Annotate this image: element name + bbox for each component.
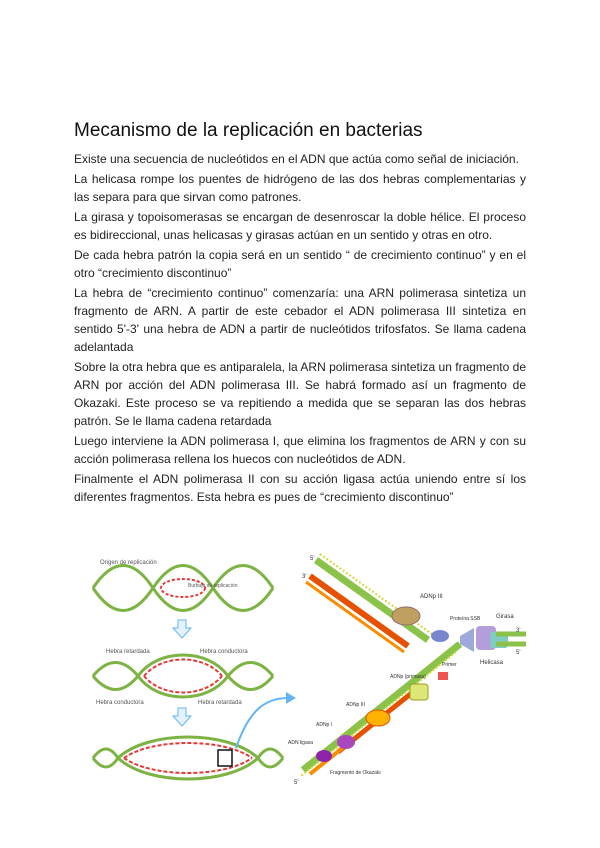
- paragraph: Luego interviene la ADN polimerasa I, que elimina los fragmentos de ARN y con su acción polimerasa rellena los huecos con nucleótidos de ADN.: [74, 434, 526, 466]
- label-adn-pol1: ADNp I: [316, 722, 333, 728]
- replication-figure: [88, 548, 528, 788]
- arrow-head-icon: [286, 692, 296, 704]
- paragraph: La helicasa rompe los puentes de hidrógeno de las dos hebras complementarias y las separa para que sirvan como patrones.: [74, 172, 526, 204]
- helix-panel-2: [93, 655, 273, 697]
- paragraph: Finalmente el ADN polimerasa II con su acción ligasa actúa uniendo entre sí los diferentes fragmentos. Esta hebra es pues de “crecimiento discontinuo”: [74, 472, 526, 504]
- label-adn-pol3-mid: ADNp III: [346, 702, 365, 708]
- helix-panel-3: [93, 737, 283, 779]
- label-five-prime-b: 5': [516, 650, 521, 656]
- arrow-down-icon: [173, 620, 191, 638]
- replication-diagram: [88, 548, 528, 788]
- label-lagging-bottom: Hebra retardada: [198, 700, 242, 706]
- label-ligasa: ADN ligasa: [288, 740, 314, 746]
- label-ssb: Proteína SSB: [450, 616, 481, 622]
- label-primer: Primer: [442, 662, 457, 668]
- label-origin: Origen de replicación: [100, 560, 157, 566]
- label-helicasa: Helicasa: [480, 660, 504, 666]
- label-three-prime-b: 3': [516, 628, 521, 634]
- helix-panel-1: [93, 566, 273, 611]
- label-leading-top: Hebra conductora: [200, 649, 248, 655]
- label-okazaki: Fragmento de Okazaki: [330, 770, 381, 776]
- paragraph: La hebra de “crecimiento continuo” comenzaría: una ARN polimerasa sintetiza un fragmento de ARN. A partir de este cebador el ADN polimerasa III sintetiza en sentido 5'-3' una hebra de ADN a partir de nucleótidos trifosfatos. Se llama cadena adelantada: [74, 286, 526, 354]
- paragraph: De cada hebra patrón la copia será en un sentido “ de crecimiento continuo” y en el otro “crecimiento discontinuo”: [74, 248, 526, 280]
- zoom-arrow-icon: [236, 698, 288, 748]
- paragraph: Existe una secuencia de nucleótidos en el ADN que actúa como señal de iniciación.: [74, 152, 519, 166]
- page-title: Mecanismo de la replicación en bacterias: [74, 120, 423, 141]
- label-five-prime-c: 5': [294, 780, 299, 786]
- label-leading-bottom: Hebra conductora: [96, 700, 144, 706]
- label-bubble: Burbuja de replicación: [188, 583, 238, 589]
- label-three-prime-a: 3': [302, 574, 307, 580]
- body-text: [74, 150, 526, 508]
- paragraph: La girasa y topoisomerasas se encargan de desenroscar la doble hélice. El proceso es bidireccional, unas helicasas y girasas actúan en un sentido y otras en otro.: [74, 210, 526, 242]
- arrow-down-icon: [173, 708, 191, 726]
- label-girasa: Girasa: [496, 614, 514, 620]
- label-adn-pol3-top: ADNp III: [420, 594, 443, 600]
- paragraph: Sobre la otra hebra que es antiparalela, la ARN polimerasa sintetiza un fragmento de ARN por acción del ADN polimerasa III. Se habrá formado así un fragmento de Okazaki. Este proceso se va repitiendo a medida que se separan las dos hebras patrón. Se le llama cadena retardada: [74, 360, 526, 428]
- label-primasa: ADNp (primasa): [390, 674, 426, 680]
- label-five-prime-a: 5': [310, 556, 315, 562]
- label-lagging-top: Hebra retardada: [106, 649, 150, 655]
